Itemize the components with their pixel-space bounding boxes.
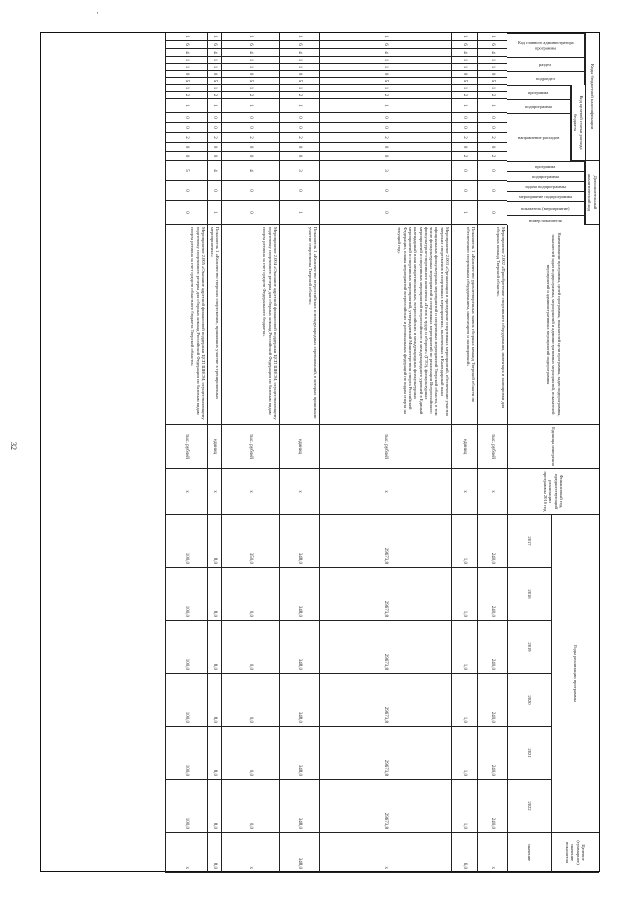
code-cell: 0: [279, 71, 319, 78]
code-cell: 2: [165, 133, 207, 143]
code-cell: 5: [451, 78, 477, 85]
row-name: Показатель 1 «Количество удовлетворенных заявок сборных команд Тверской области по обеспечению спортивным оборудованием, инвентарем и экипировкой»: [451, 225, 477, 425]
code-cell: 0: [207, 71, 221, 78]
header-direction: направление расходов: [507, 113, 571, 161]
code-cell: 0: [319, 181, 451, 201]
code-cell: 0: [207, 181, 221, 201]
row-target: 348,0: [279, 833, 319, 873]
header-year-2022: 2022: [507, 780, 551, 833]
header-ac-task: задача подпрограммы: [507, 181, 585, 191]
code-cell: 1: [165, 99, 207, 113]
row-unit: тыс. рублей: [319, 425, 451, 469]
code-cell: 5: [319, 78, 451, 85]
code-cell: 0: [221, 113, 279, 123]
row-value-2019: 348,0: [279, 621, 319, 674]
code-cell: 1: [451, 201, 477, 225]
code-cell: 3: [279, 161, 319, 181]
code-cell: 2: [279, 92, 319, 99]
row-name: Показатель 1 «Количество всероссийских и международных соревнований, в которых принимали участие спортсмены Тверской области»: [279, 225, 319, 425]
row-target: х: [319, 833, 451, 873]
code-cell: 1: [477, 33, 507, 41]
row-value-2020: 29673,8: [319, 674, 451, 727]
row-value-2018: 29673,8: [319, 568, 451, 621]
code-cell: 0: [165, 143, 207, 152]
code-cell: 0: [279, 143, 319, 152]
row-unit: тыс. рублей: [221, 425, 279, 469]
code-cell: 0: [221, 143, 279, 152]
code-cell: 0: [477, 143, 507, 152]
header-ac-subprogram: подпрограмма: [507, 171, 585, 181]
code-cell: 0: [451, 113, 477, 123]
header-program: программа: [507, 85, 571, 99]
code-cell: 1: [207, 33, 221, 41]
row-value-2019: 1,0: [451, 621, 477, 674]
row-value-2020: 8,0: [207, 674, 221, 727]
code-cell: 0: [165, 181, 207, 201]
code-cell: 2: [207, 92, 221, 99]
code-cell: 0: [165, 201, 207, 225]
header-fin-year: Финансовый год, предшествующий реализации программы 2016 год: [507, 469, 599, 515]
row-name: Показатель 1 «Количество тверских спортсменов, принявших участие в тренировочных мероприятиях»: [207, 225, 221, 425]
row-target: х: [165, 833, 207, 873]
code-cell: 5: [165, 78, 207, 85]
row-base: х: [165, 469, 207, 515]
row-value-2022: 8,0: [207, 780, 221, 833]
code-cell: 2: [477, 133, 507, 143]
code-cell: 5: [207, 78, 221, 85]
code-cell: 0: [165, 152, 207, 161]
code-cell: 0: [451, 143, 477, 152]
code-cell: 0: [207, 152, 221, 161]
code-cell: 4: [165, 49, 207, 57]
code-cell: 4: [207, 161, 221, 181]
row-value-2017: 348,0: [279, 515, 319, 568]
code-cell: 0: [207, 123, 221, 133]
code-cell: 1: [451, 57, 477, 64]
budget-table: [40, 32, 600, 872]
code-cell: 2: [477, 92, 507, 99]
code-cell: 5: [279, 78, 319, 85]
code-cell: 4: [477, 49, 507, 57]
header-unit: Единица измерения: [507, 425, 599, 469]
code-cell: 0: [279, 113, 319, 123]
row-value-2022: 348,0: [279, 780, 319, 833]
row-name: Мероприятие 2.002 «Приобретение спортивного оборудования, инвентаря и экипировки для сборных команд Тверской области»: [477, 225, 507, 425]
code-cell: 0: [477, 161, 507, 181]
code-cell: 1: [221, 85, 279, 92]
row-value-2022: 100,0: [165, 780, 207, 833]
code-cell: 0: [477, 71, 507, 78]
row-base: х: [319, 469, 451, 515]
code-cell: 1: [207, 57, 221, 64]
code-cell: 2: [221, 92, 279, 99]
code-cell: 0: [221, 71, 279, 78]
code-cell: 0: [319, 113, 451, 123]
row-target: х: [477, 833, 507, 873]
header-year-2017: 2017: [507, 515, 551, 568]
row-value-2021: 0,0: [221, 727, 279, 780]
code-cell: 6: [221, 41, 279, 49]
code-cell: 1: [279, 201, 319, 225]
code-cell: 0: [319, 143, 451, 152]
code-cell: 0: [451, 181, 477, 201]
code-cell: 0: [221, 123, 279, 133]
code-cell: 2: [451, 152, 477, 161]
row-name: Мероприятие 2.004 «Оказание адресной финансовой поддержки ЦСП ШВСМ, осуществляющему подготовку спортивного резерва для сборных команд Российской Федерации по базовым видам спорта региона за счет средств Федерального бюджета»: [221, 225, 279, 425]
code-cell: 0: [279, 123, 319, 133]
code-cell: 1: [319, 33, 451, 41]
header-subsection: подраздел: [507, 71, 585, 85]
code-cell: 1: [165, 57, 207, 64]
row-value-2022: 240,0: [477, 780, 507, 833]
code-cell: 1: [207, 99, 221, 113]
row-target: 6,0: [451, 833, 477, 873]
code-cell: 1: [221, 57, 279, 64]
row-value-2020: 0,0: [221, 674, 279, 727]
code-cell: 2: [319, 92, 451, 99]
header-section: раздел: [507, 57, 585, 71]
code-cell: 0: [319, 123, 451, 133]
row-value-2018: 0,0: [221, 568, 279, 621]
code-cell: 4: [279, 49, 319, 57]
code-cell: 5: [221, 78, 279, 85]
row-name: Мероприятие 2.003 «Организация и проведение спортивных мероприятий, обеспечение участия тверских спортсменов в спортивных мероприятиях, включенных в Календарный план официальных физкультурных мероприятий и спортивных мероприятий Тверской области, в том числе физкультурных мероприятий и спортивных мероприятий по реализации Всероссийского физкультурно-спортивного комплекса «Готов к труду и обороне» (ГТО), физкультурных мероприятий и спортивных мероприятий всероссийского и международного уровней в Единый календарный план межрегиональных, всероссийских и международных физкультурных мероприятий и спортивных мероприятий, утверждаемый Министерством спорта Российской Федерации, планы мероприятий всероссийских и региональных федераций по видам спорта на текущий год»: [319, 225, 451, 425]
code-cell: 1: [319, 99, 451, 113]
code-cell: 1: [477, 64, 507, 71]
header-years-group: Годы реализации программы: [551, 515, 599, 833]
code-cell: 6: [165, 41, 207, 49]
code-cell: 4: [319, 49, 451, 57]
header-year-2020: 2020: [507, 674, 551, 727]
code-cell: 4: [207, 49, 221, 57]
row-value-2022: 0,0: [221, 780, 279, 833]
header-ac-index: показатель (мероприятие): [507, 201, 585, 215]
code-cell: 1: [477, 99, 507, 113]
stray-mark: ·: [96, 8, 99, 18]
code-cell: 1: [279, 85, 319, 92]
code-cell: 0: [165, 71, 207, 78]
code-cell: 1: [221, 99, 279, 113]
row-value-2017: 1,0: [451, 515, 477, 568]
code-cell: 1: [207, 64, 221, 71]
code-cell: 0: [319, 201, 451, 225]
code-cell: 2: [319, 133, 451, 143]
code-cell: 0: [477, 113, 507, 123]
code-cell: 0: [451, 161, 477, 181]
code-cell: 0: [221, 152, 279, 161]
header-target-value: значение: [507, 833, 551, 873]
code-cell: 1: [319, 57, 451, 64]
row-value-2019: 8,0: [207, 621, 221, 674]
code-cell: 0: [165, 113, 207, 123]
code-cell: 1: [451, 99, 477, 113]
code-cell: 1: [451, 33, 477, 41]
code-cell: 1: [207, 85, 221, 92]
row-value-2021: 1,0: [451, 727, 477, 780]
row-value-2022: 29673,8: [319, 780, 451, 833]
code-cell: 0: [451, 71, 477, 78]
row-value-2021: 100,0: [165, 727, 207, 780]
code-cell: 2: [165, 92, 207, 99]
row-target: 8,0: [207, 833, 221, 873]
header-ac-activity: мероприятие подпрограммы: [507, 191, 585, 201]
code-cell: 2: [451, 92, 477, 99]
header-year-2018: 2018: [507, 568, 551, 621]
row-value-2020: 1,0: [451, 674, 477, 727]
row-value-2021: 240,0: [477, 727, 507, 780]
code-cell: 6: [319, 41, 451, 49]
row-unit: единиц: [207, 425, 221, 469]
code-cell: 0: [477, 123, 507, 133]
code-cell: 6: [477, 41, 507, 49]
header-year-2021: 2021: [507, 727, 551, 780]
code-cell: 1: [279, 57, 319, 64]
code-cell: 1: [165, 64, 207, 71]
code-cell: 0: [477, 201, 507, 225]
row-base: х: [221, 469, 279, 515]
row-unit: единиц: [451, 425, 477, 469]
row-value-2019: 29673,8: [319, 621, 451, 674]
code-cell: 6: [207, 41, 221, 49]
code-cell: 2: [207, 133, 221, 143]
header-subprogram: подпрограмма: [507, 99, 571, 113]
row-value-2019: 100,0: [165, 621, 207, 674]
code-cell: 2: [451, 133, 477, 143]
code-cell: 1: [477, 85, 507, 92]
row-value-2018: 100,0: [165, 568, 207, 621]
code-cell: 1: [165, 33, 207, 41]
row-value-2018: 348,0: [279, 568, 319, 621]
code-cell: 4: [221, 161, 279, 181]
header-admin: Код главного администратора программы: [507, 33, 585, 57]
header-target: Целевое (суммарное) значение показателя: [551, 833, 599, 873]
header-ac-index-num: номер показателя: [507, 215, 585, 225]
code-cell: 6: [451, 41, 477, 49]
row-value-2017: 100,0: [165, 515, 207, 568]
code-cell: 5: [477, 78, 507, 85]
code-cell: 0: [319, 152, 451, 161]
code-cell: 1: [319, 64, 451, 71]
code-cell: 1: [451, 85, 477, 92]
code-cell: 0: [221, 181, 279, 201]
header-budget-code: Коды бюджетной классификации: [585, 33, 599, 161]
page-number: 32: [9, 442, 18, 450]
row-base: х: [451, 469, 477, 515]
row-target: х: [221, 833, 279, 873]
row-value-2018: 8,0: [207, 568, 221, 621]
header-extra-code: Дополнительный аналитический код: [585, 161, 599, 225]
header-ac-program: программа: [507, 161, 585, 171]
row-value-2020: 100,0: [165, 674, 207, 727]
code-cell: 4: [451, 49, 477, 57]
code-cell: 1: [165, 85, 207, 92]
code-cell: 0: [279, 152, 319, 161]
code-cell: 0: [207, 113, 221, 123]
row-value-2018: 1,0: [451, 568, 477, 621]
header-name: Наименование программы, целей программы, показателей цели программы, задач подпрограммы, показателей задач подпрограммы, мероприятий и административных мероприятий, показателей мероприятий и административных мероприятий подпрограммы: [507, 225, 599, 425]
code-cell: 2: [221, 133, 279, 143]
row-value-2020: 348,0: [279, 674, 319, 727]
row-value-2020: 240,0: [477, 674, 507, 727]
row-base: х: [207, 469, 221, 515]
row-unit: единиц: [279, 425, 319, 469]
row-value-2021: 8,0: [207, 727, 221, 780]
row-value-2017: 240,0: [477, 515, 507, 568]
row-value-2017: 8,0: [207, 515, 221, 568]
row-value-2018: 240,0: [477, 568, 507, 621]
code-cell: 1: [279, 33, 319, 41]
header-target-article: Код целевой статьи расхода бюджета: [571, 85, 585, 161]
code-cell: 1: [319, 85, 451, 92]
row-unit: тыс. рублей: [165, 425, 207, 469]
code-cell: 1: [221, 33, 279, 41]
code-cell: 1: [477, 57, 507, 64]
code-cell: 4: [221, 49, 279, 57]
code-cell: 0: [319, 71, 451, 78]
row-value-2019: 0,0: [221, 621, 279, 674]
row-value-2017: 29673,8: [319, 515, 451, 568]
code-cell: 6: [279, 41, 319, 49]
code-cell: 1: [279, 64, 319, 71]
code-cell: 3: [319, 161, 451, 181]
row-value-2019: 240,0: [477, 621, 507, 674]
code-cell: 0: [207, 143, 221, 152]
row-unit: тыс. рублей: [477, 425, 507, 469]
row-value-2021: 29673,8: [319, 727, 451, 780]
code-cell: 1: [207, 201, 221, 225]
row-base: х: [477, 469, 507, 515]
code-cell: 0: [279, 181, 319, 201]
row-name: Мероприятие 2.005 «Оказание адресной финансовой поддержки ЦСП ШВСМ, осуществляющему подготовку спортивного резерва для сборных команд Российской Федерации по базовым видам спорта региона за счет средств областного бюджета Тверской области»: [165, 225, 207, 425]
row-base: х: [279, 469, 319, 515]
rotated-table-sheet: [40, 32, 600, 872]
row-value-2021: 348,0: [279, 727, 319, 780]
code-cell: 0: [451, 123, 477, 133]
code-cell: 0: [165, 123, 207, 133]
code-cell: 0: [221, 201, 279, 225]
code-cell: 0: [477, 181, 507, 201]
header-year-2019: 2019: [507, 621, 551, 674]
code-cell: 1: [279, 99, 319, 113]
code-cell: 1: [221, 64, 279, 71]
code-cell: 2: [279, 133, 319, 143]
row-value-2017: 350,0: [221, 515, 279, 568]
code-cell: 1: [451, 64, 477, 71]
code-cell: 5: [165, 161, 207, 181]
row-value-2022: 1,0: [451, 780, 477, 833]
code-cell: 2: [477, 152, 507, 161]
